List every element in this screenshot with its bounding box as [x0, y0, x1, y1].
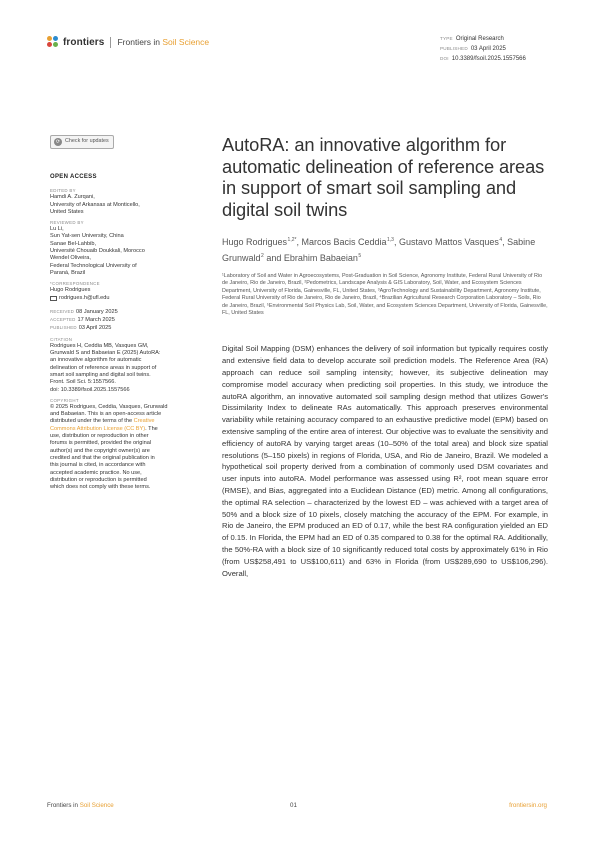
- check-for-updates-button[interactable]: [50, 135, 114, 149]
- author-list: Hugo Rodrigues$^{1,2*}$, Marcos Bacis Ceddia$^{1,3}$, Gustavo Mattos Vasques$^4$, Sabine Grunwald$^2$ and Ebrahim Babaeian$^5$: [222, 237, 536, 263]
- license-link[interactable]: Commons Attribution License (CC BY): [50, 425, 146, 432]
- abstract: Digital Soil Mapping (DSM) enhances the delivery of soil information but typically requires costly and extensive field data to develop accurate soil prediction models. The Reference Area (RA) approach can reduce soil sampling intensity; however, its subjective delineation may compromise model accuracy when predicting soil properties. In this study, we introduce the autoRA algorithm, an innovative automated soil sampling design method that utilizes Gower's Dissimilarity Index to delineate RAs automatically. This approach preserves environmental variability while retaining accuracy compared to an exhaustive predictive model (EPM) based on extensive sampling of the entire area of interest. Our objective was to evaluate the sensitivity and efficiency of autoRA by varying target areas (10–50% of the total area) and block size spatial resolutions (5–150 pixels) in regions of Florida, USA, and Rio de Janeiro, Brazil. We modeled a hypothetical soil property derived from a combination of commonly used DSM covariates and user inputs into autoRA. Model performance was assessed using R², root mean square error (RMSE), and Bias, aggregated into a Euclidean Distance (ED) metric. Among all configurations, the optimal RA selection – characterized by the lowest ED – was achieved with a target area of 50% and a block size of 10 pixels, closely matching the accuracy of the EPM. For example, in Rio de Janeiro, the EPM produced an ED of 0.17, while the best RA configuration yielded an ED of 0.15. In Florida, the EPM had an ED of 0.35 compared to 0.38 for the optimal RA. Additionally, the 50%-RA with a block size of 10 significantly reduced total costs by approximately 61% in Rio (from US$258,491 to US$100,611) and 63% in Florida (from US$289,690 to US$106,296). Overall,: [222, 344, 548, 578]
- author-affiliation-mark: 5: [358, 252, 362, 259]
- date-row: [50, 308, 185, 316]
- article-dates: [50, 308, 185, 333]
- edited-by-label: EDITED BY: [50, 188, 76, 194]
- footer-journal-field: Soil Science: [79, 802, 114, 809]
- journal-prefix: Frontiers in: [117, 37, 160, 47]
- citation-line: delineation of reference areas in support of: [50, 364, 157, 371]
- reviewer-line: Université Chouaib Doukkali, Morocco: [50, 248, 145, 255]
- copyright-text: © 2025 Rodrigues, Ceddia, Vasques, Grunwald: [50, 403, 168, 410]
- copyright-line: use, distribution or reproduction in other: [50, 433, 149, 440]
- edited-by-body: [50, 194, 185, 216]
- author-name[interactable]: Gustavo Mattos Vasques: [398, 237, 499, 247]
- license-link[interactable]: Creative: [133, 418, 155, 425]
- correspondence-section: [50, 281, 185, 302]
- meta-row: [440, 54, 526, 64]
- copyright-body: [50, 404, 185, 492]
- copyright-line: distribution or reproduction is permitted: [50, 476, 147, 483]
- article-sidebar: [50, 135, 185, 495]
- copyright-line: this journal is cited, in accordance with: [50, 462, 146, 469]
- meta-key: TYPE: [440, 36, 453, 41]
- copyright-line: accepted academic practice. No use,: [50, 469, 142, 476]
- correspondence-name: Hugo Rodrigues: [50, 287, 91, 294]
- reviewer-line: Sanae Bel-Lahbib,: [50, 240, 97, 247]
- copyright-text: distributed under the terms of the: [50, 418, 134, 425]
- copyright-line: author(s) and the copyright owner(s) are: [50, 447, 150, 454]
- date-key: PUBLISHED: [50, 325, 77, 331]
- citation-line: an innovative algorithm for automatic: [50, 357, 142, 364]
- journal-field: Soil Science: [162, 37, 210, 47]
- check-for-updates-label: Check for updates: [65, 138, 109, 145]
- article-title: AutoRA: an innovative algorithm for automatic delineation of reference areas in support of smart soil sampling and digital soil twins: [222, 134, 545, 220]
- journal-name: [117, 37, 209, 47]
- date-row: [50, 316, 185, 324]
- copyright-text: and Babaeian. This is an open-access article: [50, 411, 162, 418]
- reviewed-by-body: [50, 226, 185, 277]
- citation-line: smart soil sampling and digital soil twins.: [50, 371, 151, 378]
- date-key: RECEIVED: [50, 308, 75, 314]
- editor-line: Hamdi A. Zurqani,: [50, 194, 95, 201]
- logo-divider: [110, 37, 111, 48]
- page-header: [47, 34, 553, 62]
- author-affiliation-mark: 4: [499, 237, 503, 243]
- meta-key: DOI: [440, 56, 449, 61]
- article-meta: [440, 34, 526, 64]
- author-affiliation-mark: 1,2*: [287, 237, 297, 243]
- meta-row: [440, 34, 526, 44]
- open-access-label: OPEN ACCESS: [50, 174, 97, 180]
- copyright-text: . The: [145, 425, 158, 432]
- date-value: 17 March 2025: [77, 317, 115, 324]
- citation-line: Front. Soil Sci. 5:1557566.: [50, 379, 116, 386]
- meta-row: [440, 44, 526, 54]
- meta-value: 03 April 2025: [470, 46, 506, 52]
- citation-line: Grunwald S and Babaeian E (2025) AutoRA:: [50, 350, 161, 357]
- copyright-line: [50, 404, 185, 411]
- citation-body: [50, 343, 185, 394]
- reviewer-line: Wendel Oliveira,: [50, 255, 91, 262]
- site-link[interactable]: frontiersin.org: [509, 802, 547, 809]
- meta-key: PUBLISHED: [440, 46, 468, 51]
- citation-line: doi: 10.3389/fsoil.2025.1557566: [50, 386, 130, 393]
- citation-label: CITATION: [50, 336, 73, 342]
- copyright-line: forums is permitted, provided the original: [50, 440, 152, 447]
- correspondence-email-row[interactable]: [50, 295, 185, 302]
- author-name[interactable]: Sabine Grunwald: [222, 237, 536, 263]
- edited-by-section: [50, 188, 185, 216]
- copyright-section: [50, 398, 185, 492]
- copyright-line: credited and that the original publication in: [50, 454, 155, 461]
- refresh-icon: ⟳: [55, 139, 61, 145]
- reviewed-by-label: REVIEWED BY: [50, 220, 84, 226]
- reviewed-by-section: [50, 220, 185, 277]
- reviewer-line: Lu Li,: [50, 226, 64, 233]
- author-name[interactable]: Hugo Rodrigues: [222, 237, 288, 247]
- date-key: ACCEPTED: [50, 317, 76, 323]
- date-value: 08 January 2025: [76, 308, 118, 315]
- copyright-line: [50, 426, 185, 433]
- citation-line: Rodrigues H, Ceddia MB, Vasques GM,: [50, 342, 149, 349]
- author-affiliation-mark: 2: [261, 252, 264, 259]
- mail-icon: [50, 296, 57, 301]
- date-value: 03 April 2025: [78, 325, 112, 332]
- author-name[interactable]: Marcos Bacis Ceddia: [301, 237, 387, 247]
- meta-value[interactable]: 10.3389/fsoil.2025.1557566: [451, 56, 526, 62]
- correspondence-email[interactable]: rodrigues.h@ufl.edu: [59, 294, 110, 301]
- page-number: 01: [290, 802, 297, 809]
- date-row: [50, 324, 185, 332]
- footer-journal-prefix: Frontiers in: [47, 802, 78, 809]
- article-main: [222, 134, 548, 579]
- frontiers-logo[interactable]: [47, 36, 209, 48]
- author-name[interactable]: Ebrahim Babaeian: [283, 252, 358, 263]
- copyright-label: COPYRIGHT: [50, 397, 79, 403]
- footer-journal: [47, 802, 114, 809]
- author-affiliation-mark: 1,3: [387, 237, 394, 243]
- affiliations: ¹Laboratory of Soil and Water in Agroecosystems, Post-Graduation in Soil Science, Agronomy Institute, Federal Rural University of Rio de Janeiro, Rio de Janeiro, Brazil, ²Pedometrics, Landscape Analysis & GIS Laboratory, Soil, Water, and Ecosystem Sciences Department, University of Florida, Gainesville, FL, United States, ³AgroTechnology and Sustainability Department, Agronomy Institute, Federal Rural University of Rio de Janeiro, Rio de Janeiro, Brazil, ⁴Brazilian Agricultural Research Corporation Laboratory – Soils, Rio de Janeiro, Brazil, ⁵Environmental Soil Physics Lab, Soil, Water, and Ecosystem Sciences Department, University of Florida, Gainesville, FL, United States: [222, 273, 548, 317]
- meta-value: Original Research: [455, 36, 504, 42]
- copyright-line: which does not comply with these terms.: [50, 484, 151, 491]
- citation-section: [50, 337, 185, 394]
- reviewer-line: Paraná, Brazil: [50, 269, 86, 276]
- copyright-line: [50, 411, 185, 418]
- copyright-line: [50, 418, 185, 425]
- editor-line: University of Arkansas at Monticello,: [50, 201, 140, 208]
- logo-wordmark: frontiers: [63, 36, 105, 48]
- frontiers-logo-icon: [47, 36, 59, 48]
- reviewer-line: Federal Technological University of: [50, 262, 137, 269]
- reviewer-line: Sun Yat-sen University, China: [50, 233, 124, 240]
- editor-line: United States: [50, 208, 84, 215]
- correspondence-label: *CORRESPONDENCE: [50, 281, 100, 287]
